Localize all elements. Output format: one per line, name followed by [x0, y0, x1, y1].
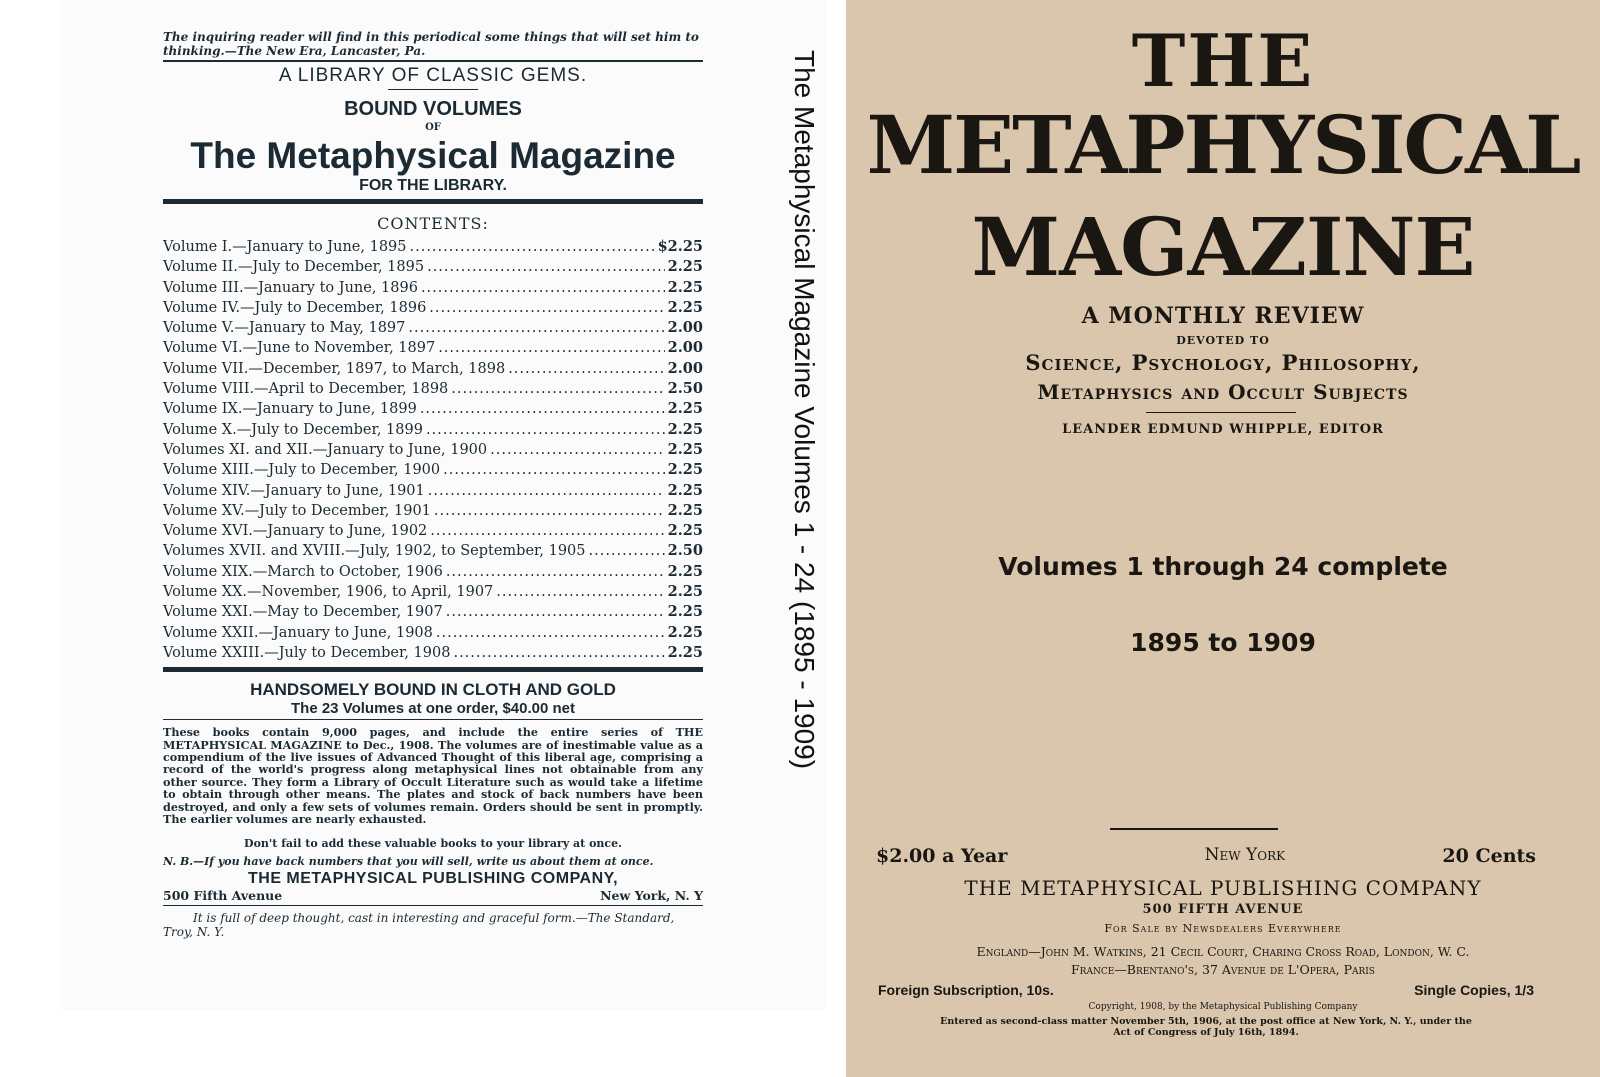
contents-row	[163, 399, 703, 419]
volume-price: 2.25	[667, 400, 703, 418]
publisher-address: 500 FIFTH AVENUE	[1142, 902, 1304, 917]
volume-price: 2.50	[667, 542, 703, 560]
volume-label: Volume XV.—July to December, 1901	[163, 502, 431, 519]
dont-fail-line: Don't fail to add these valuable books to your library at once.	[244, 837, 622, 851]
volume-label: Volume XIV.—January to June, 1901	[163, 482, 425, 499]
years-line: 1895 to 1909	[1130, 628, 1316, 657]
nb-line: N. B.—If you have back numbers that you will sell, write us about them at once.	[163, 855, 654, 869]
volume-price: 2.25	[667, 501, 703, 519]
leader-dots	[430, 521, 664, 541]
volume-price: 2.25	[667, 278, 703, 296]
price-row	[876, 845, 1536, 867]
volume-label: Volume XVI.—January to June, 1902	[163, 523, 428, 540]
contents-row	[163, 481, 703, 501]
divider	[1146, 412, 1296, 413]
volume-label: Volume XXI.—May to December, 1907	[163, 604, 443, 621]
bound-volumes-heading: BOUND VOLUMES	[344, 98, 522, 120]
address-left: 500 Fifth Avenue	[163, 888, 283, 904]
contents-row	[163, 623, 703, 643]
divider	[388, 89, 478, 90]
price-per-copy: 20 Cents	[1442, 845, 1536, 867]
contents-row	[163, 643, 703, 663]
for-sale-line: For Sale by Newsdealers Everywhere	[1104, 922, 1342, 935]
cover-title-the: THE	[1131, 18, 1315, 103]
price-per-year: $2.00 a Year	[876, 845, 1008, 867]
volume-label: Volume IV.—July to December, 1896	[163, 299, 427, 316]
volume-price: 2.25	[667, 481, 703, 499]
publisher-company: THE METAPHYSICAL PUBLISHING COMPANY	[964, 876, 1482, 900]
volume-label: Volume I.—January to June, 1895	[163, 239, 407, 255]
leader-dots	[453, 643, 664, 663]
leader-dots	[446, 562, 665, 582]
volume-price: 2.25	[667, 623, 703, 641]
divider	[163, 719, 703, 720]
single-copies: Single Copies, 1/3	[1414, 982, 1534, 998]
contents-row	[163, 521, 703, 541]
contents-row	[163, 359, 703, 379]
volume-price: 2.25	[667, 562, 703, 580]
volume-label: Volume VII.—December, 1897, to March, 1898	[163, 360, 506, 377]
divider	[163, 199, 703, 204]
leader-dots	[443, 460, 665, 480]
monthly-review: A MONTHLY REVIEW	[1081, 303, 1365, 329]
order-line: The 23 Volumes at one order, $40.00 net	[291, 700, 575, 718]
volume-price: 2.25	[667, 420, 703, 438]
volume-price: 2.50	[667, 380, 703, 398]
leader-dots	[496, 582, 664, 602]
volume-price: 2.00	[667, 359, 703, 377]
volume-label: Volume X.—July to December, 1899	[163, 421, 423, 438]
leader-dots	[408, 318, 664, 338]
library-line: A LIBRARY OF CLASSIC GEMS.	[278, 65, 588, 86]
volume-label: Volume III.—January to June, 1896	[163, 279, 418, 296]
volume-label: Volume XIII.—July to December, 1900	[163, 462, 441, 479]
contents-heading: CONTENTS:	[377, 214, 489, 233]
leader-dots	[589, 541, 665, 561]
leader-dots	[446, 602, 665, 622]
volume-price: 2.25	[667, 461, 703, 479]
volume-label: Volume IX.—January to June, 1899	[163, 401, 417, 418]
entered-line: Entered as second-class matter November 5th, 1906, at the post office at New York, N. Y., under the Act of Congress of July 16th, 1894.	[940, 1016, 1472, 1038]
leader-dots	[420, 399, 665, 419]
foreign-subscription: Foreign Subscription, 10s.	[878, 982, 1054, 998]
contents-row	[163, 237, 703, 257]
leader-dots	[421, 278, 665, 298]
divider	[163, 905, 703, 906]
contents-row	[163, 257, 703, 277]
divider	[1110, 828, 1278, 830]
france-agent: France—Brentano's, 37 Avenue de L'Opera, Paris	[1071, 962, 1375, 977]
leader-dots	[410, 237, 655, 257]
volume-label: Volumes XVII. and XVIII.—July, 1902, to September, 1905	[163, 543, 586, 560]
of-line: OF	[425, 122, 441, 133]
volume-label: Volume VI.—June to November, 1897	[163, 340, 436, 357]
address-right: New York, N. Y	[600, 888, 703, 904]
leader-dots	[426, 420, 665, 440]
contents-row	[163, 420, 703, 440]
back-cover	[60, 0, 826, 1010]
contents-row	[163, 582, 703, 602]
bottom-quote: It is full of deep thought, cast in interesting and graceful form.—The Standard, Troy, N. Y.	[163, 911, 675, 940]
volume-label: Volume II.—July to December, 1895	[163, 259, 425, 276]
volume-label: Volume XX.—November, 1906, to April, 1907	[163, 584, 494, 601]
devoted-to: DEVOTED TO	[1176, 334, 1270, 347]
subjects-line-1: Science, Psychology, Philosophy,	[1025, 350, 1421, 375]
contents-row	[163, 501, 703, 521]
leader-dots	[451, 379, 664, 399]
address-row	[163, 888, 703, 903]
contents-row	[163, 338, 703, 358]
contents-row	[163, 440, 703, 460]
volume-label: Volume XXIII.—July to December, 1908	[163, 644, 451, 661]
subjects-line-2: Metaphysics and Occult Subjects	[1037, 380, 1409, 404]
volume-label: Volume XXII.—January to June, 1908	[163, 624, 433, 641]
volume-price: 2.25	[667, 583, 703, 601]
contents-row	[163, 562, 703, 582]
contents-list	[163, 237, 703, 663]
divider	[163, 667, 703, 672]
leader-dots	[427, 257, 665, 277]
magazine-title: The Metaphysical Magazine	[190, 135, 676, 176]
volume-price: 2.25	[667, 603, 703, 621]
subscription-row	[878, 982, 1534, 998]
leader-dots	[434, 501, 665, 521]
contents-row	[163, 460, 703, 480]
contents-row	[163, 541, 703, 561]
copyright-line: Copyright, 1908, by the Metaphysical Publishing Company	[1088, 1002, 1358, 1012]
volume-label: Volumes XI. and XII.—January to June, 1900	[163, 441, 488, 458]
leader-dots	[438, 338, 664, 358]
england-agent: England—John M. Watkins, 21 Cecil Court, Charing Cross Road, London, W. C.	[976, 944, 1470, 959]
top-quote: The inquiring reader will find in this periodical some things that will set him to thinking.—The New Era, Lancaster, Pa.	[163, 30, 703, 62]
volume-price: 2.25	[667, 258, 703, 276]
contents-row	[163, 379, 703, 399]
publisher-line: THE METAPHYSICAL PUBLISHING COMPANY,	[247, 870, 619, 888]
spine	[758, 50, 830, 990]
editor-line: LEANDER EDMUND WHIPPLE, EDITOR	[1062, 422, 1384, 437]
contents-row	[163, 602, 703, 622]
description: These books contain 9,000 pages, and include the entire series of THE METAPHYSICAL MAGAZINE to Dec., 1908. The volumes are of inestimable value as a compendium of the live issues of Advanced Thought of this liberal age, comprising a record of the world's progress along metaphysical lines not obtainable from any other source. They form a Library of Occult Literature such as would take a lifetime to obtain through other means. The plates and stock of back numbers have been destroyed, and only a few sets of volumes remain. Orders should be sent in promptly. The earlier volumes are nearly exhausted.	[163, 725, 703, 827]
volume-price: 2.00	[667, 339, 703, 357]
spine-title: The Metaphysical Magazine Volumes 1 - 24 (1895 - 1909)	[789, 50, 820, 770]
cloth-line: HANDSOMELY BOUND IN CLOTH AND GOLD	[250, 680, 616, 700]
city-label: New York	[1204, 845, 1286, 865]
volumes-line: Volumes 1 through 24 complete	[998, 552, 1448, 581]
volume-price: $2.25	[657, 238, 703, 255]
cover-title-metaphysical: METAPHYSICAL	[866, 98, 1580, 192]
volume-label: Volume VIII.—April to December, 1898	[163, 381, 449, 398]
contents-row	[163, 318, 703, 338]
volume-price: 2.00	[667, 319, 703, 337]
leader-dots	[490, 440, 665, 460]
leader-dots	[429, 298, 664, 318]
front-cover	[846, 0, 1600, 1077]
cover-title-magazine: MAGAZINE	[971, 200, 1475, 294]
volume-price: 2.25	[667, 643, 703, 661]
volume-price: 2.25	[667, 522, 703, 540]
leader-dots	[508, 359, 664, 379]
back-cover-content	[163, 30, 703, 939]
for-library-line: FOR THE LIBRARY.	[359, 177, 507, 194]
volume-price: 2.25	[667, 440, 703, 458]
volume-label: Volume V.—January to May, 1897	[163, 320, 406, 337]
contents-row	[163, 298, 703, 318]
leader-dots	[436, 623, 665, 643]
leader-dots	[428, 481, 665, 501]
volume-price: 2.25	[667, 298, 703, 316]
volume-label: Volume XIX.—March to October, 1906	[163, 563, 443, 580]
contents-row	[163, 278, 703, 298]
